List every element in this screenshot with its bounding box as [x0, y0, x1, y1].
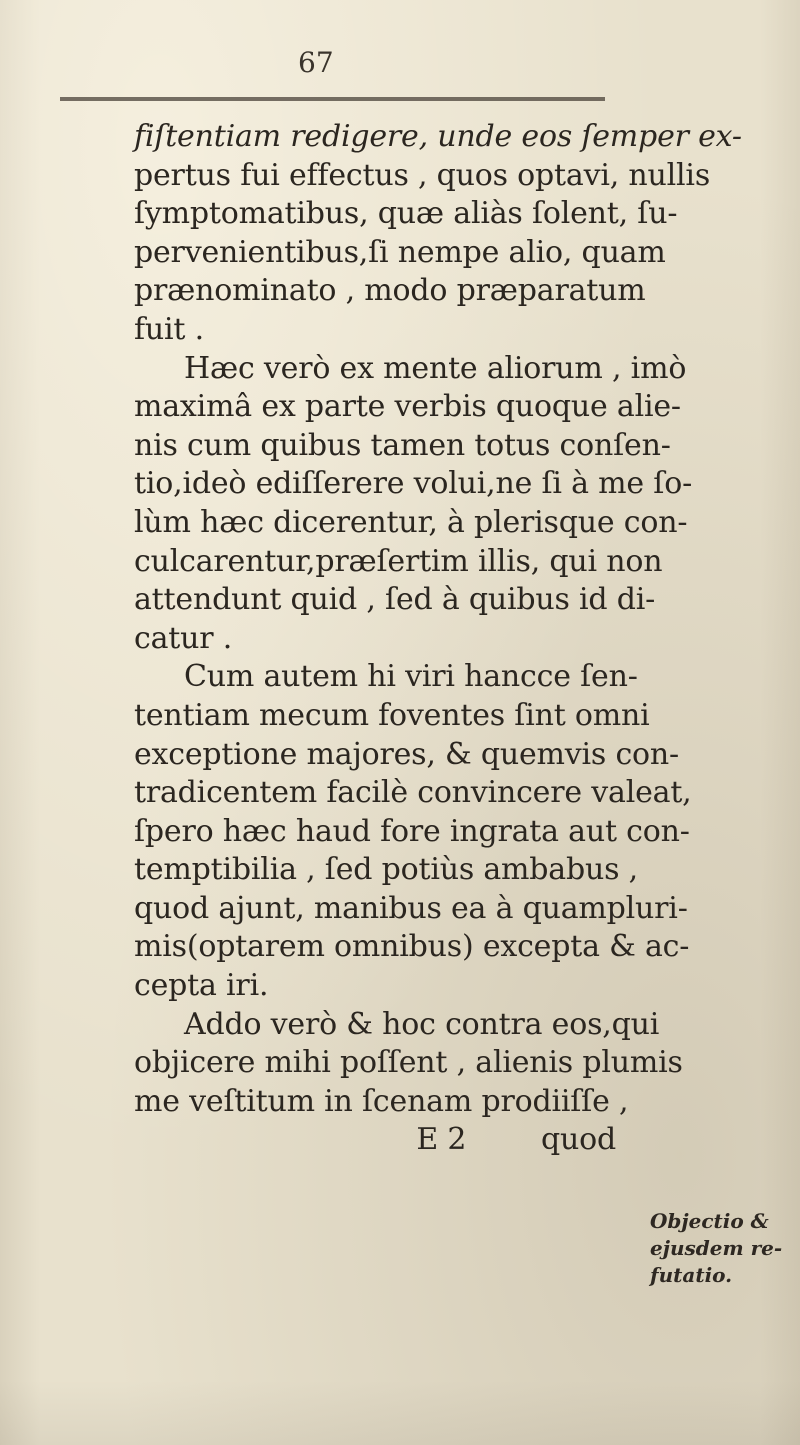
text-line: objicere mihi poſſent , alienis plumis: [134, 1045, 683, 1081]
text-line: pervenientibus,ſi nempe alio, quam: [134, 234, 666, 270]
marginal-note-line: ejusdem re-: [650, 1236, 783, 1260]
text-line: Addo verò & hoc contra eos,qui: [184, 1006, 660, 1042]
text-body: [134, 118, 742, 1160]
text-line: cepta iri.: [134, 968, 269, 1004]
text-line: exceptione majores, & quemvis con-: [134, 736, 679, 772]
catchword-line: E 2 quod: [416, 1122, 616, 1158]
text-line: fuit .: [134, 311, 204, 347]
text-line: prænominato , modo præparatum: [134, 273, 646, 309]
page-number: 67: [298, 46, 334, 79]
text-line: fiſtentiam redigere, unde eos ſemper ex-: [134, 119, 742, 154]
text-line: quod ajunt, manibus ea à quampluri-: [134, 890, 688, 926]
text-line: tio,ideò ediſſerere volui,ne ſi à me ſo-: [134, 466, 693, 502]
text-line: ſpero hæc haud fore ingrata aut con-: [134, 813, 690, 849]
page-bottom-shade: [0, 1380, 800, 1445]
marginal-note-line: futatio.: [650, 1263, 733, 1287]
text-line: catur .: [134, 620, 233, 656]
marginal-note-line: Objectio &: [650, 1209, 769, 1233]
text-line: Cum autem hi viri hancce ſen-: [184, 659, 638, 695]
text-line: attendunt quid , ſed à quibus id di-: [134, 582, 656, 618]
text-line: nis cum quibus tamen totus conſen-: [134, 427, 671, 463]
marginal-note: [650, 1208, 800, 1289]
text-line: tradicentem facilè convincere valeat,: [134, 775, 692, 811]
text-line: me veſtitum in ſcenam prodiiſſe ,: [134, 1083, 629, 1119]
text-line: mis(optarem omnibus) excepta & ac-: [134, 929, 690, 965]
header-rule: [60, 97, 605, 101]
text-line: lùm hæc dicerentur, à plerisque con-: [134, 504, 688, 540]
text-line: maximâ ex parte verbis quoque alie-: [134, 389, 681, 425]
text-line: ſymptomatibus, quæ aliàs ſolent, ſu-: [134, 196, 678, 232]
text-line: Hæc verò ex mente aliorum , imò: [184, 350, 687, 386]
text-line: temptibilia , ſed potiùs ambabus ,: [134, 852, 638, 888]
text-line: culcarentur,præſertim illis, qui non: [134, 543, 663, 579]
text-line: pertus fui effectus , quos optavi, nullis: [134, 157, 711, 193]
text-line: tentiam mecum foventes ſint omni: [134, 697, 650, 733]
